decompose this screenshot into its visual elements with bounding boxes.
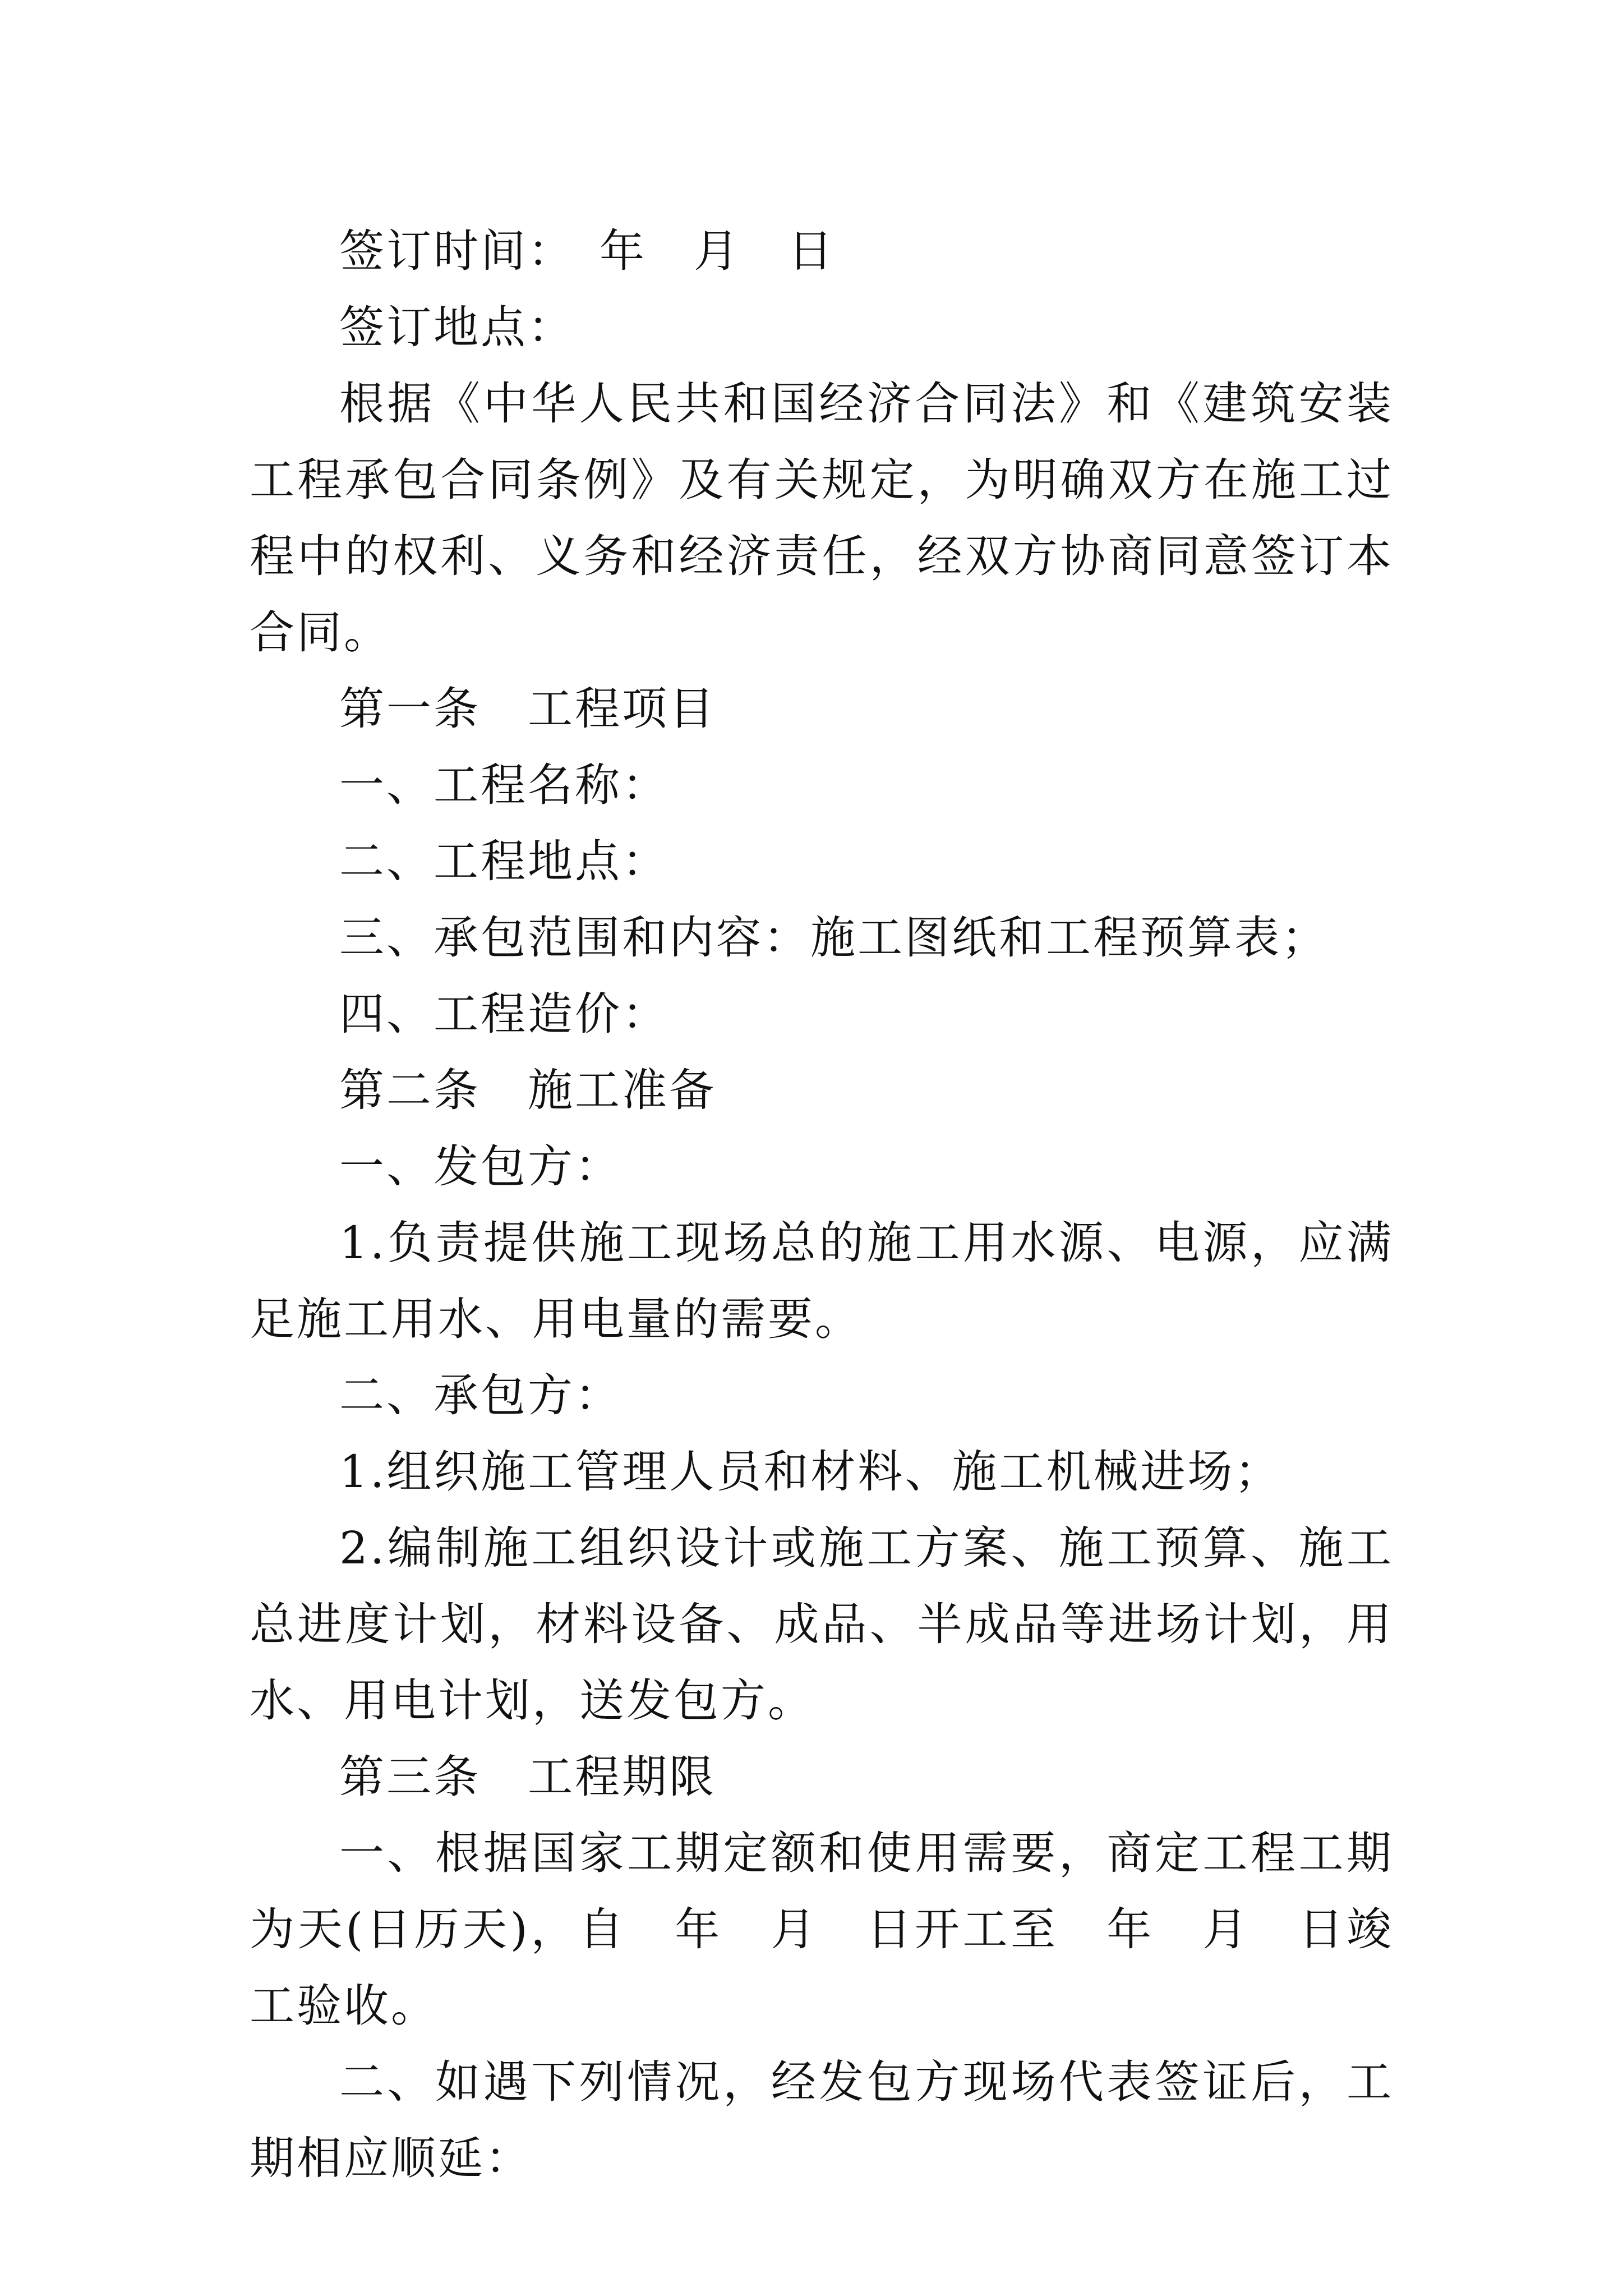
schedule-item-2: 二、如遇下列情况，经发包方现场代表签证后，工期相应顺延： [250,2056,1394,2184]
contract-scope-line: 三、承包范围和内容：施工图纸和工程预算表； [339,912,1329,964]
schedule-item-1: 一、根据国家工期定额和使用需要，商定工程工期为天(日历天)，自 年 月 日开工至 年 月 日竣工验收。 [250,1827,1394,2032]
article-3-heading: 第三条 工程期限 [339,1751,716,1803]
contractor-item-1: 1.组织施工管理人员和材料、施工机械进场； [339,1446,1282,1498]
employer-item-1: 1.负责提供施工现场总的施工用水源、电源，应满足施工用水、用电量的需要。 [250,1217,1394,1345]
signing-date-line: 签订时间： 年 月 日 [339,225,835,277]
project-cost-line: 四、工程造价： [339,988,669,1040]
article-1-heading: 第一条 工程项目 [339,683,716,735]
preamble-paragraph: 根据《中华人民共和国经济合同法》和《建筑安装工程承包合同条例》及有关规定，为明确双方在施工过程中的权利、义务和经济责任，经双方协商同意签订本合同。 [250,378,1394,659]
contractor-item-2: 2.编制施工组织设计或施工方案、施工预算、施工总进度计划，材料设备、成品、半成品等进场计划，用水、用电计划，送发包方。 [250,1522,1394,1727]
project-location-line: 二、工程地点： [339,835,669,887]
article-2-heading: 第二条 施工准备 [339,1064,716,1116]
employer-heading: 一、发包方： [339,1140,622,1193]
signing-place-line: 签订地点： [339,301,575,353]
contractor-heading: 二、承包方： [339,1369,622,1421]
document-body [250,213,1394,2197]
project-name-line: 一、工程名称： [339,759,669,811]
